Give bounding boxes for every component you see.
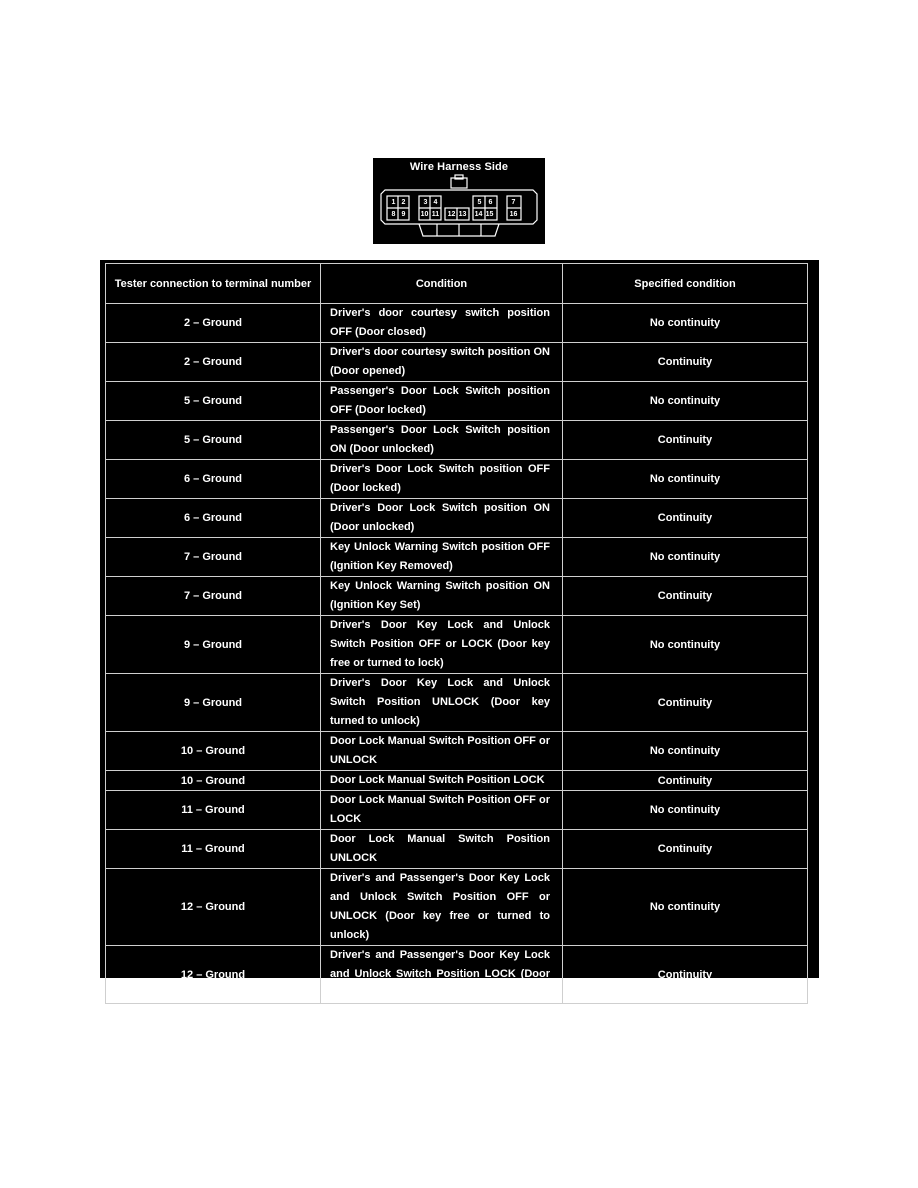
pin-label: 6 [488, 199, 493, 206]
table-row [106, 946, 808, 1004]
pin-label: 15 [485, 211, 494, 218]
terminal-cell: 5 – Ground [106, 421, 321, 460]
spec-cell: Continuity [563, 946, 808, 1004]
table-row [106, 616, 808, 674]
condition-cell: Door Lock Manual Switch Position LOCK [321, 771, 563, 791]
spec-cell: No continuity [563, 382, 808, 421]
pin-label: 4 [433, 199, 438, 206]
continuity-table-container [100, 260, 819, 999]
terminal-cell: 7 – Ground [106, 577, 321, 616]
table-row [106, 499, 808, 538]
spec-cell: No continuity [563, 616, 808, 674]
connector-diagram [373, 158, 545, 244]
terminal-cell: 12 – Ground [106, 869, 321, 946]
spec-cell: No continuity [563, 460, 808, 499]
continuity-table [105, 263, 808, 1004]
table-row [106, 674, 808, 732]
terminal-cell: 5 – Ground [106, 382, 321, 421]
pin-label: 3 [423, 199, 428, 206]
table-row [106, 382, 808, 421]
condition-cell: Door Lock Manual Switch Position OFF or UNLOCK [321, 732, 563, 771]
condition-cell: Driver's Door Lock Switch position ON (Door unlocked) [321, 499, 563, 538]
header-terminal: Tester connection to terminal number [106, 264, 321, 304]
pin-label: 10 [420, 211, 429, 218]
condition-cell: Driver's and Passenger's Door Key Lock and Unlock Switch Position OFF or UNLOCK (Door key free or turned to unlock) [321, 869, 563, 946]
header-condition: Condition [321, 264, 563, 304]
condition-cell: Door Lock Manual Switch Position OFF or LOCK [321, 791, 563, 830]
pin-label: 1 [391, 199, 396, 206]
spec-cell: Continuity [563, 499, 808, 538]
table-row [106, 869, 808, 946]
condition-cell: Key Unlock Warning Switch position ON (Ignition Key Set) [321, 577, 563, 616]
pin-label: 9 [401, 211, 406, 218]
pin-label: 12 [447, 211, 456, 218]
pin-label: 2 [401, 199, 406, 206]
condition-cell: Driver's door courtesy switch position OFF (Door closed) [321, 304, 563, 343]
spec-cell: Continuity [563, 830, 808, 869]
terminal-cell: 11 – Ground [106, 830, 321, 869]
condition-cell: Key Unlock Warning Switch position OFF (Ignition Key Removed) [321, 538, 563, 577]
condition-cell: Passenger's Door Lock Switch position ON (Door unlocked) [321, 421, 563, 460]
pin-label: 8 [391, 211, 396, 218]
diagram-title: Wire Harness Side [409, 161, 509, 173]
terminal-cell: 6 – Ground [106, 499, 321, 538]
table-row [106, 830, 808, 869]
pin-label: 5 [477, 199, 482, 206]
table-row [106, 577, 808, 616]
table-row [106, 732, 808, 771]
terminal-cell: 7 – Ground [106, 538, 321, 577]
spec-cell: No continuity [563, 304, 808, 343]
pin-label: 11 [431, 211, 440, 218]
terminal-cell: 11 – Ground [106, 791, 321, 830]
pin-label: 16 [509, 211, 518, 218]
terminal-cell: 2 – Ground [106, 304, 321, 343]
spec-cell: Continuity [563, 674, 808, 732]
spec-cell: No continuity [563, 791, 808, 830]
table-row [106, 460, 808, 499]
table-header-row [106, 264, 808, 304]
condition-cell: Passenger's Door Lock Switch position OFF (Door locked) [321, 382, 563, 421]
table-row [106, 791, 808, 830]
terminal-cell: 6 – Ground [106, 460, 321, 499]
spec-cell: Continuity [563, 577, 808, 616]
table-row [106, 771, 808, 791]
terminal-cell: 2 – Ground [106, 343, 321, 382]
condition-cell: Driver's door courtesy switch position ON (Door opened) [321, 343, 563, 382]
condition-cell: Driver's Door Lock Switch position OFF (Door locked) [321, 460, 563, 499]
spec-cell: No continuity [563, 732, 808, 771]
condition-cell: Driver's Door Key Lock and Unlock Switch Position UNLOCK (Door key turned to unlock) [321, 674, 563, 732]
pin-label: 7 [511, 199, 516, 206]
terminal-cell: 9 – Ground [106, 616, 321, 674]
condition-cell: Driver's Door Key Lock and Unlock Switch Position OFF or LOCK (Door key free or turned to lock) [321, 616, 563, 674]
condition-cell: Driver's and Passenger's Door Key Lock and Unlock Switch Position LOCK (Door key turned to lock) [321, 946, 563, 1004]
spec-cell: Continuity [563, 771, 808, 791]
table-row [106, 304, 808, 343]
pin-label: 14 [474, 211, 483, 218]
terminal-cell: 10 – Ground [106, 771, 321, 791]
table-row [106, 343, 808, 382]
terminal-cell: 12 – Ground [106, 946, 321, 1004]
table-row [106, 538, 808, 577]
header-specified-condition: Specified condition [563, 264, 808, 304]
spec-cell: Continuity [563, 421, 808, 460]
spec-cell: Continuity [563, 343, 808, 382]
condition-cell: Door Lock Manual Switch Position UNLOCK [321, 830, 563, 869]
pin-label: 13 [458, 211, 467, 218]
spec-cell: No continuity [563, 869, 808, 946]
spec-cell: No continuity [563, 538, 808, 577]
terminal-cell: 10 – Ground [106, 732, 321, 771]
terminal-cell: 9 – Ground [106, 674, 321, 732]
table-row [106, 421, 808, 460]
